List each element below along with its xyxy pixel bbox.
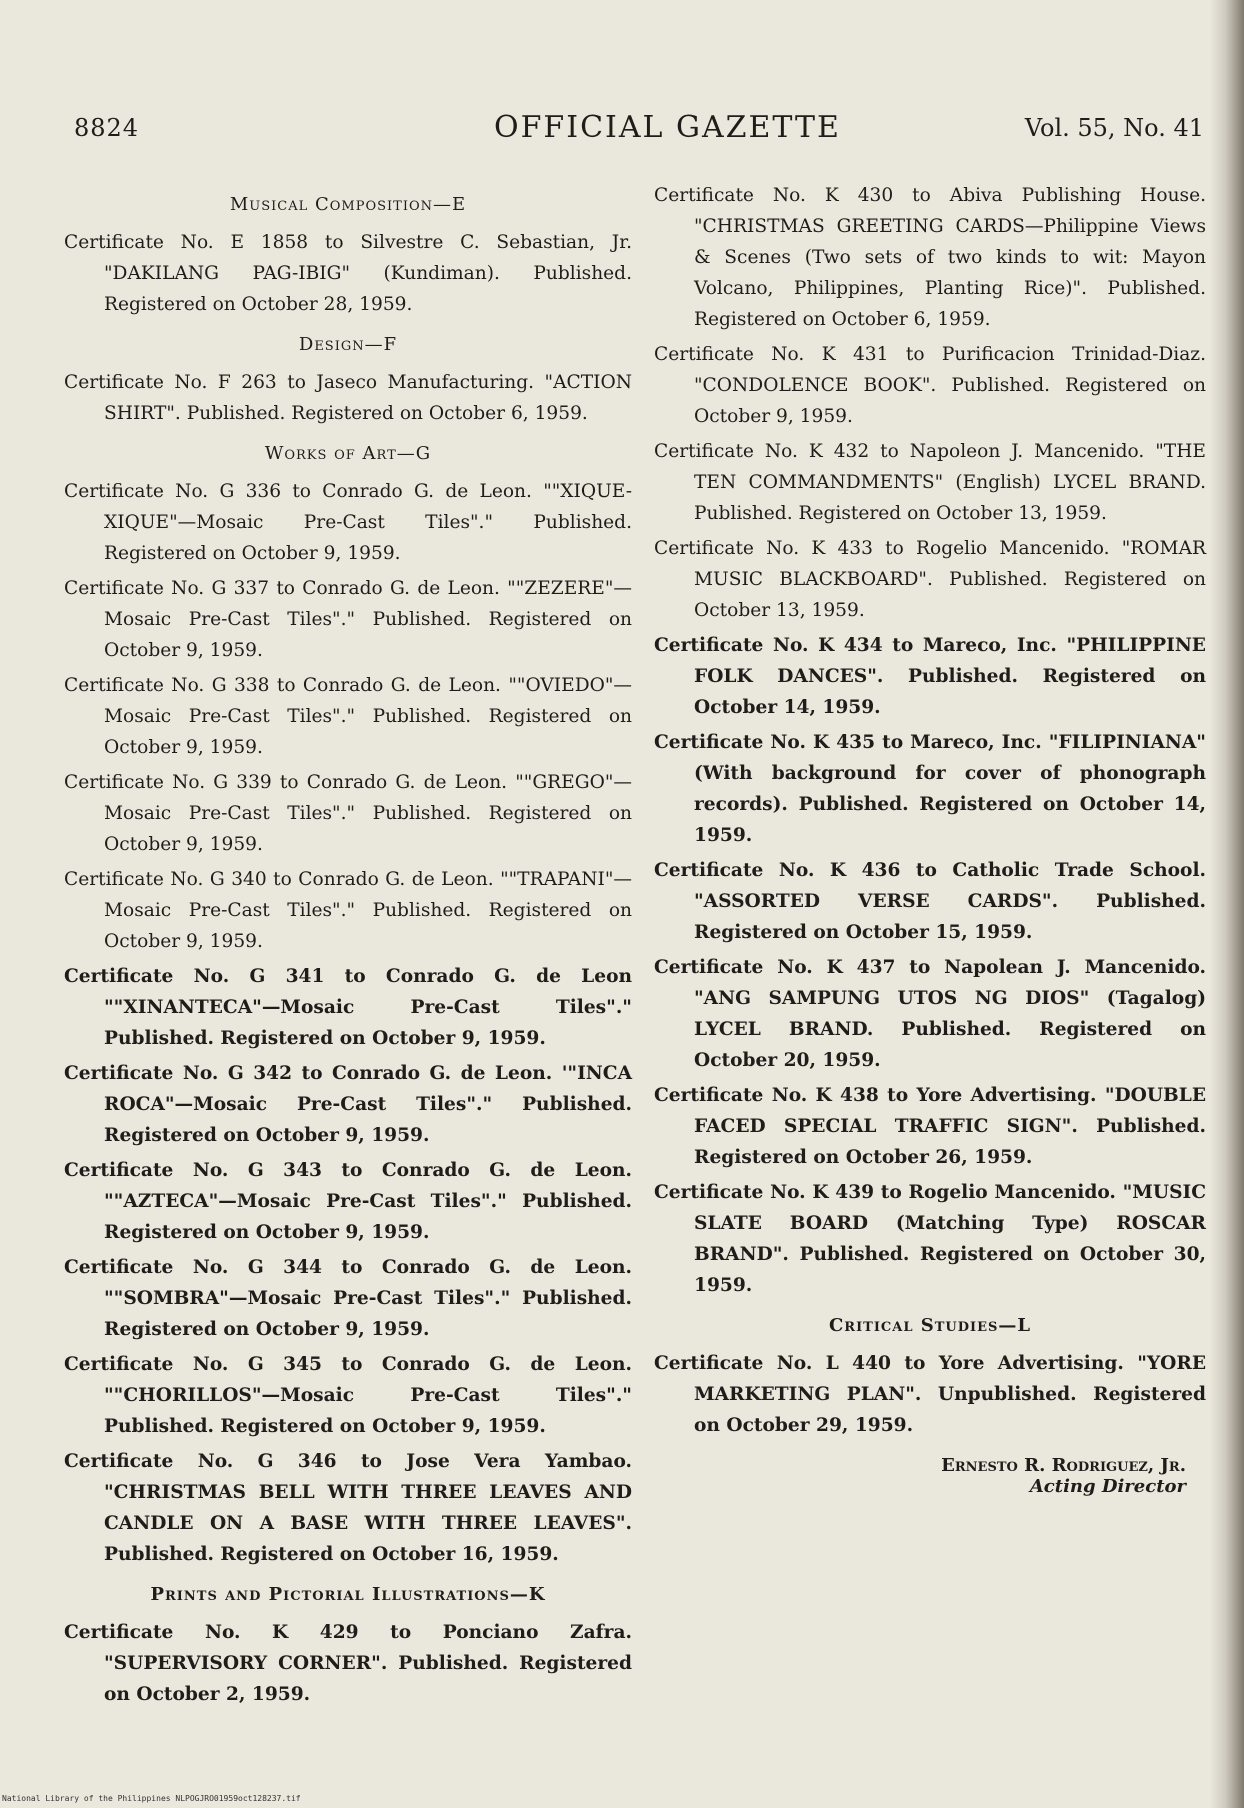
gazette-title: OFFICIAL GAZETTE xyxy=(494,110,841,145)
section-title-musical: Musical Composition—E xyxy=(229,194,467,215)
certificate-entry: Certificate No. K 437 to Napolean J. Mancenido. "ANG SAMPUNG UTOS NG DIOS" (Tagalog) LYCEL BRAND. Published. Registered on October 20, 1959. xyxy=(654,957,1206,1071)
certificate-entry: Certificate No. G 342 to Conrado G. de Leon. '"INCA ROCA"—Mosaic Pre-Cast Tiles"." Published. Registered on October 9, 1959. xyxy=(64,1063,632,1146)
certificate-entry: Certificate No. K 433 to Rogelio Mancenido. "ROMAR MUSIC BLACKBOARD". Published. Registered on October 13, 1959. xyxy=(654,538,1206,621)
signatory-name: Ernesto R. Rodriguez, Jr. xyxy=(941,1455,1186,1476)
certificate-entry: Certificate No. K 439 to Rogelio Mancenido. "MUSIC SLATE BOARD (Matching Type) ROSCAR BRAND". Published. Registered on October 30, 1959. xyxy=(654,1182,1206,1296)
page-header xyxy=(74,110,1204,154)
section-title-works-of-art: Works of Art—G xyxy=(264,443,432,464)
certificate-entry: Certificate No. G 338 to Conrado G. de Leon. ""OVIEDO"—Mosaic Pre-Cast Tiles"." Published. Registered on October 9, 1959. xyxy=(64,675,632,758)
certificate-entry: Certificate No. G 340 to Conrado G. de Leon. ""TRAPANI"—Mosaic Pre-Cast Tiles"." Published. Registered on October 9, 1959. xyxy=(64,869,632,952)
section-title-prints: Prints and Pictorial Illustrations—K xyxy=(150,1584,546,1605)
scan-credit: National Library of the Philippines NLPOGJRO01959oct128237.tif xyxy=(2,1794,301,1803)
certificate-entry: Certificate No. G 344 to Conrado G. de Leon. ""SOMBRA"—Mosaic Pre-Cast Tiles"." Published. Registered on October 9, 1959. xyxy=(64,1257,632,1340)
certificate-entry: Certificate No. G 346 to Jose Vera Yambao. "CHRISTMAS BELL WITH THREE LEAVES AND CANDLE ON A BASE WITH THREE LEAVES". Published. Registered on October 16, 1959. xyxy=(64,1451,632,1565)
certificate-entry: Certificate No. K 438 to Yore Advertising. "DOUBLE FACED SPECIAL TRAFFIC SIGN". Published. Registered on October 26, 1959. xyxy=(654,1085,1206,1168)
certificate-entry: Certificate No. K 430 to Abiva Publishing House. "CHRISTMAS GREETING CARDS—Philippine Views & Scenes (Two sets of two kinds to wit: Mayon Volcano, Philippines, Planting Rice)". Published. Registered on October 6, 1959. xyxy=(654,185,1206,330)
certificate-entry: Certificate No. G 341 to Conrado G. de Leon ""XINANTECA"—Mosaic Pre-Cast Tiles"." Published. Registered on October 9, 1959. xyxy=(64,966,632,1049)
page-number: 8824 xyxy=(74,114,140,142)
certificate-entry: Certificate No. K 434 to Mareco, Inc. "PHILIPPINE FOLK DANCES". Published. Registered on October 14, 1959. xyxy=(654,635,1206,718)
certificate-entry: Certificate No. K 436 to Catholic Trade School. "ASSORTED VERSE CARDS". Published. Registered on October 15, 1959. xyxy=(654,860,1206,943)
certificate-entry: Certificate No. E 1858 to Silvestre C. Sebastian, Jr. "DAKILANG PAG-IBIG" (Kundiman). Published. Registered on October 28, 1959. xyxy=(64,232,632,315)
certificate-entry: Certificate No. F 263 to Jaseco Manufacturing. "ACTION SHIRT". Published. Registered on October 6, 1959. xyxy=(64,372,632,424)
signatory-title: Acting Director xyxy=(1029,1476,1186,1497)
certificate-entry: Certificate No. K 431 to Purificacion Trinidad-Diaz. "CONDOLENCE BOOK". Published. Registered on October 9, 1959. xyxy=(654,344,1206,427)
certificate-entry: Certificate No. K 432 to Napoleon J. Mancenido. "THE TEN COMMANDMENTS" (English) LYCEL BRAND. Published. Registered on October 13, 1959. xyxy=(654,441,1206,524)
right-column xyxy=(654,180,1206,1497)
volume-issue: Vol. 55, No. 41 xyxy=(1024,114,1204,142)
left-column xyxy=(64,180,632,1714)
certificate-entry: Certificate No. G 337 to Conrado G. de Leon. ""ZEZERE"—Mosaic Pre-Cast Tiles"." Published. Registered on October 9, 1959. xyxy=(64,578,632,661)
certificate-entry: Certificate No. K 435 to Mareco, Inc. "FILIPINIANA" (With background for cover of phonograph records). Published. Registered on October 14, 1959. xyxy=(654,732,1206,846)
certificate-entry: Certificate No. L 440 to Yore Advertising. "YORE MARKETING PLAN". Unpublished. Registered on October 29, 1959. xyxy=(654,1353,1206,1436)
certificate-entry: Certificate No. G 345 to Conrado G. de Leon. ""CHORILLOS"—Mosaic Pre-Cast Tiles"." Published. Registered on October 9, 1959. xyxy=(64,1354,632,1437)
signature-block xyxy=(654,1455,1206,1497)
certificate-entry: Certificate No. G 336 to Conrado G. de Leon. ""XIQUE-XIQUE"—Mosaic Pre-Cast Tiles"." Published. Registered on October 9, 1959. xyxy=(64,481,632,564)
section-title-design: Design—F xyxy=(298,334,398,355)
scan-page-edge xyxy=(1210,0,1244,1808)
certificate-entry: Certificate No. K 429 to Ponciano Zafra. "SUPERVISORY CORNER". Published. Registered on October 2, 1959. xyxy=(64,1622,632,1705)
section-title-critical-studies: Critical Studies—L xyxy=(828,1315,1032,1336)
certificate-entry: Certificate No. G 343 to Conrado G. de Leon. ""AZTECA"—Mosaic Pre-Cast Tiles"." Published. Registered on October 9, 1959. xyxy=(64,1160,632,1243)
certificate-entry: Certificate No. G 339 to Conrado G. de Leon. ""GREGO"—Mosaic Pre-Cast Tiles"." Published. Registered on October 9, 1959. xyxy=(64,772,632,855)
